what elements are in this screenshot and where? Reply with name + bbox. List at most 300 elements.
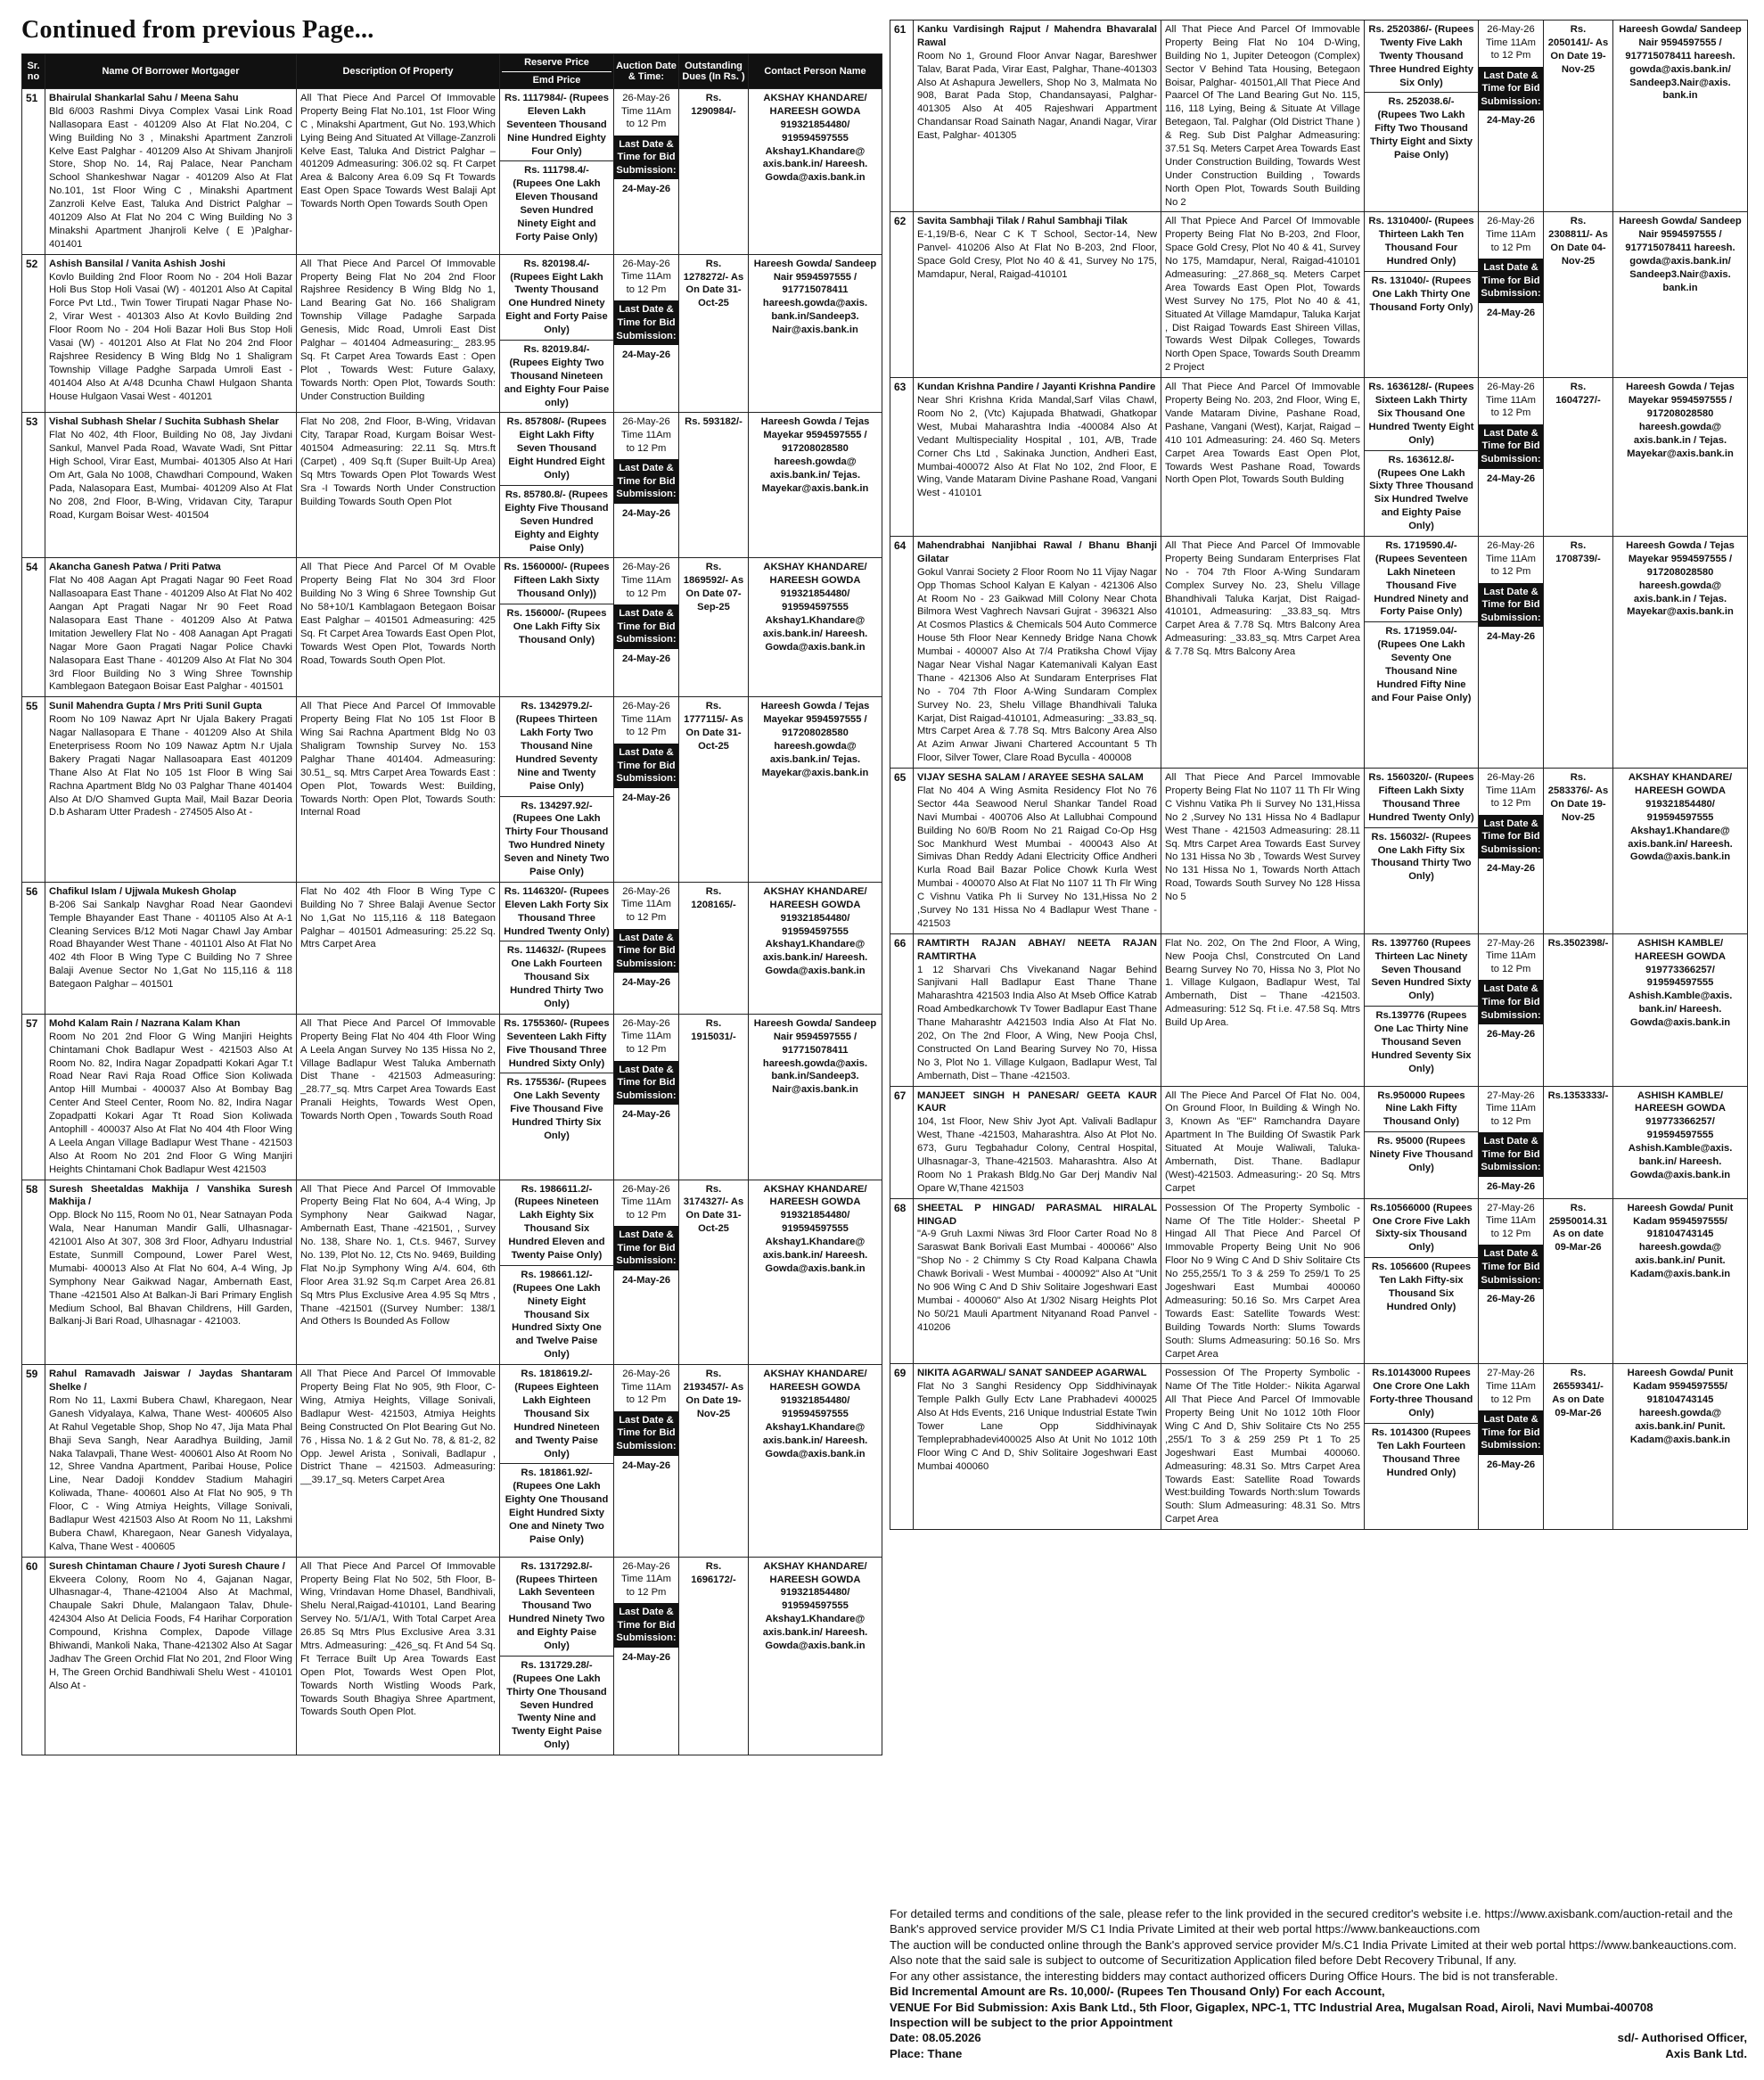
row-description: All That Piece And Parcel Of M Ovable Property Being Flat No 304 3rd Floor Building No 3 Wing 6 Shree Township Gut No 58+10/1 Kamblagaon Betegaon Boisar East Palghar – 401501 Admeasuring: 425 Sq. Ft Carpet Area Towards East Open Plot, Towards West Open Plot, Towards North Road, Towards South Open Plot. (297, 558, 500, 697)
row-prices (500, 697, 614, 883)
table-row (22, 558, 882, 697)
row-prices (1365, 769, 1479, 934)
row-prices (1365, 1364, 1479, 1530)
row-borrower (914, 378, 1161, 537)
row-description: All That Piece And Parcel Of Immovable Property Being Flat No.101, 1st Floor Wing C , Minakshi Apartment, Gut No. 193,Which Lying Being And Situated At Village-Zanzroli Kelve East, Taluka And District Palghar – 401209 Admeasuring: 306.02 sq. Ft Carpet Area & Balcony Area 6.09 Sq Ft Towards East Open Space Towards West Balaji Apt Towards North Open Towards South Open (297, 89, 500, 255)
row-dues: Rs. 2308811/- As On Date 04-Nov-25 (1544, 212, 1613, 378)
borrower-name: Vishal Subhash Shelar / Suchita Subhash Shelar (49, 416, 279, 428)
emd-price: Rs. 163612.8/- (Rupees One Lakh Sixty Three Thousand Six Hundred Twelve and Eighty Paise Only) (1365, 450, 1478, 536)
table-row (22, 89, 882, 255)
row-prices (500, 413, 614, 558)
row-sr: 68 (890, 1198, 914, 1364)
row-dues: Rs. 1290984/- (679, 89, 749, 255)
row-contact: Hareesh Gowda/ Sandeep Nair 9594597555 / 917715078411 hareesh. gowda@axis.bank.in/ Sandeep3.Nair@axis. bank.in (1613, 212, 1748, 378)
borrower-name: SHEETAL P HINGAD/ PARASMAL HIRALAL HINGAD (917, 1202, 1157, 1227)
emd-price: Rs. 1056600 (Rupees Ten Lakh Fifty-six Thousand Six Hundred Only) (1365, 1257, 1478, 1317)
borrower-address: Flat No 404 A Wing Asmita Residency Flot No 76 Sector 44a Seawood Nerul Shankar Tandel Road Navi Mumbai - 400706 Also At Lallubhai Compound Building No 60/B Room No 21 Raigad Co-Op Hsg Soc Mankhurd West Mumbai - 400043 Also At Simivas Dhan Reddy Adani Electricity Office Andheri Kurla Road Bail Bazar Police Chowk Kurla West Mumbai - 400070 Also At Flat No 1107 11 Th Flr Wing C Vishnu Vatika Ph Ii Survey No 131,Hissa No 2 ,Survey No 131 Hissa No 4 Badlapur West Thane - 421503 (917, 785, 1157, 929)
emd-price: Rs. 131729.28/- (Rupees One Lakh Thirty One Thousand Seven Hundred Twenty Nine and Twenty Eight Paise Only) (500, 1656, 613, 1755)
reserve-price: Rs.10143000 Rupees One Crore One Lakh Forty-three Thousand Only) (1369, 1368, 1473, 1419)
footer-bid-increment: Bid Incremental Amount are Rs. 10,000/- (Rupees Ten Thousand Only) For each Account, (890, 1985, 1385, 1999)
footer-place-row (890, 2046, 1747, 2061)
auction-date: 26-May-26 Time 11Am to 12 Pm (1486, 539, 1536, 578)
table-row (22, 1365, 882, 1557)
row-contact: Hareesh Gowda/ Sandeep Nair 9594597555 / 917715078411 hareesh. gowda@axis.bank.in/ Sandeep3.Nair@axis. bank.in (1613, 21, 1748, 212)
borrower-address: "A-9 Gruh Laxmi Niwas 3rd Floor Carter Road No 8 Saraswat Bank Borivali East Mumbai - 400066" Also "Shop No - 2 Chimmy S Cty Road Kalpana Chawla Chawk Borivali - West Mumbai - 400092" Also At "Unit No 906 Wing C And D Shiv Solitaire Jogeshwari East Mumbai - 400060" Also At 1/302 Nisarg Heights Plot No 50/21 Mauli Apartment Nityanand Road Panvel - 410206 (917, 1229, 1157, 1333)
row-auction (614, 89, 679, 255)
row-sr: 62 (890, 212, 914, 378)
row-dues: Rs. 1696172/- (679, 1557, 749, 1755)
row-dues: Rs. 1869592/- As On Date 07-Sep-25 (679, 558, 749, 697)
row-dues: Rs. 3174327/- As On Date 31-Oct-25 (679, 1180, 749, 1365)
reserve-price: Rs. 1986611.2/- (Rupees Nineteen Lakh Eighty Six Thousand Six Hundred Eleven and Twenty Paise Only) (508, 1183, 605, 1262)
row-sr: 60 (22, 1557, 45, 1755)
auction-date: 26-May-26 Time 11Am to 12 Pm (621, 93, 671, 130)
row-borrower (914, 933, 1161, 1086)
borrower-name: Kundan Krishna Pandire / Jayanti Krishna Pandire (917, 382, 1156, 393)
row-dues: Rs. 26559341/- As on Date 09-Mar-26 (1544, 1364, 1613, 1530)
row-prices (500, 1365, 614, 1557)
last-date-label: Last Date & Time for Bid Submission: (614, 136, 678, 180)
row-contact: ASHISH KAMBLE/ HAREESH GOWDA 919773366257/ 919594597555 Ashish.Kamble@axis. bank.in/ Hareesh. Gowda@axis.bank.in (1613, 1086, 1748, 1198)
reserve-price: Rs. 1310400/- (Rupees Thirteen Lakh Ten Thousand Four Hundred Only) (1368, 216, 1474, 267)
table-row (22, 882, 882, 1014)
row-description: All That Piece And Parcel Of Immovable Property Being Flat No 204 2nd Floor Rajshree Residency B Wing Bldg No 1, Land Bearing Gat No. 166 Shaligram Township Village Padaghe Sarpada Genesis, Midc Road, Umroli East Dist Palghar – 401404 Admeasuring:_ 283.95 Sq. Ft Carpet Area Towards East : Open Plot , Towards West: Future Galaxy, Towards North: Open Plot, Towards South: Under Construction Building (297, 254, 500, 413)
reserve-price: Rs. 1342979.2/- (Rupees Thirteen Lakh Forty Two Thousand Nine Hundred Seventy Nine and Twenty Paise Only) (515, 701, 598, 792)
last-date-label: Last Date & Time for Bid Submission: (614, 929, 678, 974)
footer-date: Date: 08.05.2026 (890, 2031, 981, 2045)
row-prices (1365, 212, 1479, 378)
borrower-name: Mahendrabhai Nanjibhai Rawal / Bhanu Bhanji Gilatar (917, 539, 1157, 564)
row-sr: 51 (22, 89, 45, 255)
header-reserve-emd (500, 54, 614, 89)
header-sr: Sr. no (22, 54, 45, 89)
page-title: Continued from previous Page... (21, 16, 374, 44)
row-auction (1479, 1198, 1544, 1364)
row-sr: 52 (22, 254, 45, 413)
header-contact: Contact Person Name (749, 54, 882, 89)
borrower-name: Chafikul Islam / Ujjwala Mukesh Gholap (49, 885, 237, 897)
right-column (890, 20, 1747, 1530)
header-borrower: Name Of Borrower Mortgager (45, 54, 297, 89)
row-description: All That Piece And Parcel Of Immovable Property Being Flat No 905, 9th Floor, C-Wing, Atmiya Heights, Village Sonivali, Badlapur West- 421503, Atmiya Heights Being Constructed On Plot Bearing Gut No. 76 , Hissa No. 1 & 2 Gut No. 78, & 81-2, 82 Opp. Jewel Arista , Sonivali, Badlapur , District Thane – 421503. Admeasuring: __39.17_sq. Meters Carpet Area (297, 1365, 500, 1557)
row-contact: Hareesh Gowda / Tejas Mayekar 9594597555 / 917208028580 hareesh.gowda@ axis.bank.in/ Tejas. Mayekar@axis.bank.in (749, 413, 882, 558)
emd-price: Rs. 156032/- (Rupees One Lakh Fifty Six Thousand Thirty Two Only) (1365, 827, 1478, 887)
row-borrower (45, 1557, 297, 1755)
row-contact: AKSHAY KHANDARE/ HAREESH GOWDA 919321854480/ 919594597555 Akshay1.Khandare@ axis.bank.in/ Hareesh. Gowda@axis.bank.in (749, 1365, 882, 1557)
row-sr: 64 (890, 536, 914, 768)
row-sr: 65 (890, 769, 914, 934)
row-auction (614, 413, 679, 558)
row-contact: AKSHAY KHANDARE/ HAREESH GOWDA 919321854480/ 919594597555 Akshay1.Khandare@ axis.bank.in/ Hareesh. Gowda@axis.bank.in (749, 89, 882, 255)
table-row (22, 413, 882, 558)
row-borrower (914, 212, 1161, 378)
emd-price: Rs. 198661.12/- (Rupees One Lakh Ninety Eight Thousand Six Hundred Sixty One and Twelve Paise Only) (500, 1265, 613, 1364)
reserve-price: Rs. 857808/- (Rupees Eight Lakh Fifty Seven Thousand Eight Hundred Eight Only) (506, 416, 607, 481)
reserve-price: Rs. 1117984/- (Rupees Eleven Lakh Seventeen Thousand Nine Hundred Eighty Four Only) (505, 93, 609, 157)
row-auction (614, 254, 679, 413)
header-reserve: Reserve Price (524, 57, 589, 68)
row-contact: Hareesh Gowda/ Punit Kadam 9594597555/ 918104743145 hareesh.gowda@ axis.bank.in/ Punit. Kadam@axis.bank.in (1613, 1364, 1748, 1530)
footer-date-row (890, 2030, 1747, 2045)
reserve-price: Rs. 1560000/- (Rupees Fifteen Lakh Sixty Thousand Only)) (504, 562, 610, 600)
row-dues: Rs. 2583376/- As On Date 19-Nov-25 (1544, 769, 1613, 934)
last-date: 24-May-26 (1486, 307, 1536, 318)
row-sr: 57 (22, 1014, 45, 1180)
last-date-label: Last Date & Time for Bid Submission: (1479, 67, 1543, 111)
row-description: All That Piece And Parcel Of Immovable Property Being Sundaram Enterprises Flat No - 704 7th Floor A-Wing Sundaram Complex Survey No. 23, Shelu Village Bhandhivali Taluka Karjat, Dist Raigad-410101, Admeasuring: _33.83_sq. Mtrs Carpet Area & 7.78 Sq. Mtrs Balcony Area Admeasuring: _33.83_sq. Mtrs Carpet Area & 7.78 Sq. Mtrs Balcony Area (1161, 536, 1365, 768)
auction-date: 27-May-26 Time 11Am to 12 Pm (1486, 1202, 1536, 1239)
reserve-price: Rs. 1560320/- (Rupees Fifteen Lakh Sixty Thousand Three Hundred Twenty Only) (1368, 772, 1474, 823)
last-date: 26-May-26 (1486, 1029, 1536, 1040)
borrower-address: Room No 1, Ground Floor Anvar Nagar, Bareshwer Talav, Barat Pada, Virar East, Palghar, Thane-401303 Also At Ashapura Jewellers, Shop No 3, Malmata No 908, Barat Pada Stop, Chandansayasi, Palghar-401305 Also At 405 Rajeshwari Appartment Chandansar Road Sainath Nagar, Anandi Nagar, Virar East, Palghar- 401305 (917, 50, 1157, 142)
footer-terms: For detailed terms and conditions of the sale, please refer to the link provided in the secured creditor's website i.e. https://www.axisbank.com/auction-retail and the Bank's approved service provider M/S C1 India Private Limited at their web portal https://www.bankeauctions.com (890, 1907, 1733, 1936)
last-date-label: Last Date & Time for Bid Submission: (1479, 1410, 1543, 1455)
borrower-name: RAMTIRTH RAJAN ABHAY/ NEETA RAJAN RAMTIRTHA (917, 937, 1157, 962)
emd-price: Rs. 82019.84/- (Rupees Eighty Two Thousand Nineteen and Eighty Four Paise only) (500, 340, 613, 412)
borrower-address: Gokul Vanrai Society 2 Floor Room No 11 Vijay Nagar Opp Thomas School Kalyan E Kalyan - 421306 Also At Room No - 23 Gaikwad Mill Colony Near Chota Bilmora West Vaghrech Navsari Gujrat - 396321 Also At Cosmos Plastics & Chemicals 504 Auto Commerce House 5th Floor Near Kennedy Bridge Nana Chowk Mumbai - 400007 Also At 7/4 Pratiksha Chowl Vijay Nagar Near Vishal Nagar Katemanivali Kalyan East Thane - 421306 Also At Sundaram Enterprises Flat No - 704 7th Floor A-Wing Sundaram Complex Survey No. 23, Shelu Village Bhandhivali Taluka Karjat, Dist Raigad-410101, Admeasuring: _33.83_sq. Mtrs Carpet Area & 7.78 Sq. Mtrs Balcony Area Also At Azim Anwar Jiwani Chartered Accountant 5 Th Floor, Silver Tower, Clare Road Byculla - 400008 (917, 566, 1157, 764)
row-auction (614, 1365, 679, 1557)
row-auction (614, 882, 679, 1014)
last-date: 24-May-26 (621, 1274, 671, 1286)
borrower-address: Kovlo Building 2nd Floor Room No - 204 Holi Bazar Holi Bus Stop Holi Vasai (W) - 401201 Also At Capital Force Pvt Ltd., Twin Tower Tirupati Nagar Phase No- 2, Virar West - 401303 Also At Kovlo Building 2nd Floor Room No - 204 Holi Bazar Holi Bus Stop Holi Vasai (W) - 401201 Also At Flat No 204 2nd Floor Rajshree Residency B Wing Bldg No 1 Shaligram Township Village Padghe Sarpada Umroli East - 401404 Also At A/48 Dcunha Chawl Hulgaon Shanta House Hulgaon Vasai West - 401201 (49, 271, 292, 402)
table-row (22, 1557, 882, 1755)
row-borrower (45, 882, 297, 1014)
borrower-name: VIJAY SESHA SALAM / ARAYEE SESHA SALAM (917, 772, 1144, 784)
row-contact: Hareesh Gowda/ Punit Kadam 9594597555/ 918104743145 hareesh.gowda@ axis.bank.in/ Punit. Kadam@axis.bank.in (1613, 1198, 1748, 1364)
row-contact: Hareesh Gowda / Tejas Mayekar 9594597555 / 917208028580 hareesh.gowda@ axis.bank.in / Tejas. Mayekar@axis.bank.in (1613, 536, 1748, 768)
borrower-name: Rahul Ramavadh Jaiswar / Jaydas Shantaram Shelke / (49, 1369, 292, 1394)
row-prices (500, 1014, 614, 1180)
row-borrower (45, 1180, 297, 1365)
row-dues: Rs. 1777115/- As On Date 31-Oct-25 (679, 697, 749, 883)
row-dues: Rs. 2193457/- As On Date 19-Nov-25 (679, 1365, 749, 1557)
auction-date: 26-May-26 Time 11Am to 12 Pm (621, 258, 671, 295)
row-description: All That Piece And Parcel Of Immovable Property Being Flat No 105 1st Floor B Wing Sai Rachna Apartment Bldg No 03 Shaligram Township Survey No. 153 Palghar Thane 401404. Admeasuring: 30.51_ sq. Mtrs Carpet Area Towards East : Open Plot, Towards West: Building, Towards North: Open Plot, Towards South: Internal Road (297, 697, 500, 883)
row-auction (1479, 536, 1544, 768)
row-prices (500, 882, 614, 1014)
last-date-label: Last Date & Time for Bid Submission: (1479, 259, 1543, 303)
last-date-label: Last Date & Time for Bid Submission: (1479, 980, 1543, 1024)
auction-date: 26-May-26 Time 11Am to 12 Pm (1486, 382, 1536, 419)
emd-price: Rs. 114632/- (Rupees One Lakh Fourteen Thousand Six Hundred Thirty Two Only) (500, 941, 613, 1013)
row-prices (1365, 1198, 1479, 1364)
table-row (890, 769, 1748, 934)
row-sr: 56 (22, 882, 45, 1014)
row-dues: Rs. 25950014.31 As on date 09-Mar-26 (1544, 1198, 1613, 1364)
row-dues: Rs.3502398/- (1544, 933, 1613, 1086)
row-sr: 54 (22, 558, 45, 697)
row-contact: AKSHAY KHANDARE/ HAREESH GOWDA 919321854480/ 919594597555 Akshay1.Khandare@ axis.bank.in/ Hareesh. Gowda@axis.bank.in (749, 1557, 882, 1755)
last-date: 24-May-26 (621, 792, 671, 803)
row-contact: AKSHAY KHANDARE/ HAREESH GOWDA 919321854480/ 919594597555 Akshay1.Khandare@ axis.bank.in/ Hareesh. Gowda@axis.bank.in (749, 882, 882, 1014)
reserve-price: Rs. 1719590.4/- (Rupees Seventeen Lakh Nineteen Thousand Five Hundred Ninety and Forty Paise Only) (1374, 539, 1469, 618)
emd-price: Rs. 181861.92/- (Rupees One Lakh Eighty One Thousand Eight Hundred Sixty One and Ninety Two Paise Only) (500, 1463, 613, 1549)
footer-sign1: sd/- Authorised Officer, (1617, 2031, 1747, 2045)
table-row (22, 1180, 882, 1365)
borrower-name: Savita Sambhaji Tilak / Rahul Sambhaji Tilak (917, 216, 1128, 227)
row-contact: Hareesh Gowda / Tejas Mayekar 9594597555 / 917208028580 hareesh.gowda@ axis.bank.in/ Tejas. Mayekar@axis.bank.in (749, 697, 882, 883)
row-auction (614, 558, 679, 697)
borrower-name: Ashish Bansilal / Vanita Ashish Joshi (49, 258, 226, 269)
last-date-label: Last Date & Time for Bid Submission: (614, 459, 678, 504)
auction-date: 26-May-26 Time 11Am to 12 Pm (621, 1183, 671, 1221)
row-dues: Rs. 1208165/- (679, 882, 749, 1014)
borrower-address: Room No 109 Nawaz Aprt Nr Ujala Bakery Pragati Nagar Nallasopara E Thane - 401209 Also At Shila Eneterprisess Room No 109 Nawaz Aptm N.r Ujala Bakery Pragati Nagar Nallasoapara East 401209 Thane Also At Flat No 105 1st Floor B Wing Sai Rachna Apartment Bldg No 03 Palghar Thane 401404 Also At D/O Shamved Gupta Mail, Mail Bazar Deoria D.b Asharam Utter Pradesh - 274505 Also At - (49, 714, 292, 818)
table-row (22, 1014, 882, 1180)
auction-date: 26-May-26 Time 11Am to 12 Pm (621, 1017, 671, 1056)
borrower-name: MANJEET SINGH H PANESAR/ GEETA KAUR KAUR (917, 1089, 1157, 1114)
emd-price: Rs. 171959.04/- (Rupees One Lakh Seventy One Thousand Nine Hundred Fifty Nine and Four Paise Only) (1365, 621, 1478, 707)
last-date-label: Last Date & Time for Bid Submission: (614, 1061, 678, 1106)
last-date: 24-May-26 (1486, 473, 1536, 484)
row-dues: Rs. 1278272/- As On Date 31-Oct-25 (679, 254, 749, 413)
last-date: 24-May-26 (621, 1652, 671, 1663)
table-row (890, 378, 1748, 537)
row-borrower (45, 254, 297, 413)
row-contact: Hareesh Gowda/ Sandeep Nair 9594597555 / 917715078411 hareesh.gowda@axis. bank.in/Sandeep3. Nair@axis.bank.in (749, 254, 882, 413)
row-auction (1479, 933, 1544, 1086)
row-description: All That Piece And Parcel Of Immovable Property Being Flat No 604, A-4 Wing, Jp Symphony Near Gaikwad Nagar, Ambernath East, Thane -421501, , Survey No. 138, Share No. 1, Ct.s. 9467, Survey No. 139, Plot No. 12, Cts No. 9469, Building Flat No.jp Symphony Wing A/4. 604, 6th Floor Area 31.92 Sq.m Carpet Area 26.81 Sq Mtrs Plus Exclusive Area 4.95 Sq Mtrs , Thane -421501 ((Survey Number: 138/1 And Others Is Bounded As Follow (297, 1180, 500, 1365)
header-description: Description Of Property (297, 54, 500, 89)
row-description: Possession Of The Property Symbolic - Name Of The Title Holder:- Nikita Agarwal All That Piece And Parcel Of Immovable Property Being Unit No 1012 10th Floor Wing C And D, Shiv Solitaire Cts No 255 ,255/1 To 3 & 259 259 Pt 1 To 25 Jogeshwari East Mumbai 400060. Admeasuring: 48.31 So. Mtrs Carpet Area Towards East: Satellite Road Towards West:building Towards North:slum Towards South: Slum Admeasuring: 48.31 So. Mtrs Carpet Area (1161, 1364, 1365, 1530)
last-date-label: Last Date & Time for Bid Submission: (1479, 815, 1543, 859)
row-prices (500, 254, 614, 413)
row-auction (1479, 21, 1544, 212)
borrower-address: Flat No 408 Aagan Apt Pragati Nagar 90 Feet Road Nallasoapara East Thane - 401209 Also At Flat No 402 Aangan Apt Pragati Nagar Nr 90 Feet Road Nalasopara East Thane - 401209 Also At Patwa Imitation Jewellery Flat No - 408 Aanagan Apt Pragati Nagar More Gaon Pragati Nagar Police Chavki Nalasopara East Thane - 401209 Also At Flat No 304 3rd Floor Building No 3 Wing Shree Township Kamblegaon Bategaon Boisar East Palghar - 401501 (49, 575, 292, 693)
row-dues: Rs. 2050141/- As On Date 19-Nov-25 (1544, 21, 1613, 212)
reserve-price: Rs. 820198.4/- (Rupees Eight Lakh Twenty Thousand One Hundred Ninety Eight and Forty Paise Only) (505, 258, 608, 336)
last-date-label: Last Date & Time for Bid Submission: (614, 300, 678, 345)
row-prices (500, 1557, 614, 1755)
footer-inspection: Inspection will be subject to the prior Appointment (890, 2015, 1173, 2029)
last-date: 24-May-26 (621, 977, 671, 989)
row-contact: AKSHAY KHANDARE/ HAREESH GOWDA 919321854480/ 919594597555 Akshay1.Khandare@ axis.bank.in/ Hareesh. Gowda@axis.bank.in (749, 1180, 882, 1365)
header-auction: Auction Date & Time: (614, 54, 679, 89)
borrower-name: NIKITA AGARWAL/ SANAT SANDEEP AGARWAL (917, 1368, 1147, 1379)
row-sr: 58 (22, 1180, 45, 1365)
row-prices (500, 1180, 614, 1365)
last-date-label: Last Date & Time for Bid Submission: (1479, 1132, 1543, 1177)
row-contact: ASHISH KAMBLE/ HAREESH GOWDA 919773366257/ 919594597555 Ashish.Kamble@axis. bank.in/ Hareesh. Gowda@axis.bank.in (1613, 933, 1748, 1086)
last-date-label: Last Date & Time for Bid Submission: (614, 1603, 678, 1648)
row-borrower (914, 1198, 1161, 1364)
row-dues: Rs.1353333/- (1544, 1086, 1613, 1198)
row-auction (1479, 212, 1544, 378)
last-date: 24-May-26 (621, 184, 671, 195)
row-sr: 61 (890, 21, 914, 212)
borrower-address: Flat No 3 Sanghi Residency Opp Siddhivinayak Temple Palkh Gully Ectv Lane Prabhadevi 400025 Also At Hds Events, 216 Unique Industrial Estate Twin Tower Lane Opp Siddhivinayak Templeprabhadevi400025 Also At Unit No 1012 10th Floor Wing C And D, Shiv Solitaire Jogeshwari East Mumbai 400060 (917, 1381, 1157, 1472)
row-borrower (45, 413, 297, 558)
row-auction (614, 1014, 679, 1180)
table-row (22, 697, 882, 883)
row-sr: 59 (22, 1365, 45, 1557)
table-header (22, 54, 882, 89)
row-prices (1365, 536, 1479, 768)
last-date-label: Last Date & Time for Bid Submission: (614, 604, 678, 649)
borrower-address: 104, 1st Floor, New Shiv Jyot Apt. Valivali Badlapur West, Thane -421503, Maharashtra. Also At Plot No. 673, Guru Tegbahadur Colony, Central Hospital, Ulhasnagar-3, Thane-421503. Maharashtra. Also At Room No 1 Prakash Bldg.No Gar Derj Mandiv Nal Opare W,Thane 421503 (917, 1116, 1157, 1194)
reserve-price: Rs. 1146320/- (Rupees Eleven Lakh Forty Six Thousand Three Hundred Twenty Only) (504, 885, 610, 937)
last-date: 24-May-26 (1486, 863, 1536, 875)
table-row (890, 933, 1748, 1086)
auction-date: 26-May-26 Time 11Am to 12 Pm (621, 416, 671, 454)
reserve-price: Rs. 1818619.2/- (Rupees Eighteen Lakh Eighteen Thousand Six Hundred Nineteen and Twenty Paise Only) (513, 1369, 600, 1459)
row-description: Flat No 402 4th Floor B Wing Type C Building No 7 Shree Balaji Avenue Sector No 1,Gat No 115,116 & 118 Bategaon Palghar – 401501 Admeasuring: 25.22 Sq. Mtrs Carpet Area (297, 882, 500, 1014)
last-date: 26-May-26 (1486, 1180, 1536, 1192)
emd-price: Rs. 131040/- (Rupees One Lakh Thirty One Thousand Forty Only) (1365, 271, 1478, 317)
emd-price: Rs. 156000/- (Rupees One Lakh Fifty Six Thousand Only) (500, 604, 613, 650)
row-borrower (45, 697, 297, 883)
row-sr: 55 (22, 697, 45, 883)
row-contact: Hareesh Gowda/ Sandeep Nair 9594597555 / 917715078411 hareesh.gowda@axis. bank.in/Sandeep3. Nair@axis.bank.in (749, 1014, 882, 1180)
row-borrower (45, 558, 297, 697)
row-borrower (45, 89, 297, 255)
borrower-name: Suresh Sheetaldas Makhija / Vanshika Suresh Makhija / (49, 1183, 292, 1208)
row-description: All That Ppiece And Parcel Of Immovable Property Being Flat No B-203, 2nd Floor, Space Gold Cresy, Plot No 40 & 41, Survey No 175, Mamdapur, Neral, Raigad-410101 Admeasuring: _27.868_sq. Meters Carpet Area Towards East Open Plot, Towards West Survey No 175, Plot No 40 & 41, Situated At Village Mamdapur, Taluka Karjat , Dist Raigad Towards East Shireen Villas, Towards West Dilpak Colleges, Towards North Open Space, Towards South Dreamm 2 Project (1161, 212, 1365, 378)
last-date: 26-May-26 (1486, 1459, 1536, 1470)
table-row (890, 536, 1748, 768)
last-date: 24-May-26 (621, 653, 671, 664)
table-row (890, 21, 1748, 212)
reserve-price: Rs.10566000 (Rupees One Crore Five Lakh Sixty-six Thousand Only) (1370, 1202, 1473, 1254)
borrower-address: Bld 6/003 Rashmi Divya Complex Vasai Link Road Nallasopara East - 401209 Also At Flat No.204, C Wing Building No 3 , Minakshi Apartment Zanzroli Kelve East Palghar - 401209 Also At Shivam Jhanjroli Store, Shop No. 14, Raj Palace, Near Pancham School Shankeshwar Nagar - 401209 Also At Flat No.101, 1st Floor Wing C , Minakshi Apartment Zanzroli Kelve East, Taluka And District Palghar – 401209 Also At Flat No 204 C Wing Building No 3 Minakshi Apartment Jhanjroli Kelve ( E )Palghar-401401 (49, 105, 292, 250)
row-contact: Hareesh Gowda / Tejas Mayekar 9594597555 / 917208028580 hareesh.gowda@ axis.bank.in / Tejas. Mayekar@axis.bank.in (1613, 378, 1748, 537)
last-date-label: Last Date & Time for Bid Submission: (1479, 424, 1543, 469)
last-date: 26-May-26 (1486, 1294, 1536, 1305)
row-dues: Rs. 1604727/- (1544, 378, 1613, 537)
borrower-address: Rom No 11, Laxmi Bubera Chawl, Kharegaon, Near Ganesh Vidyalaya, Kalwa, Thane West- 400605 Also At Rahul Vegetable Shop, Shop No 47, Jija Mata Phal Bhaji Seva Sangh, Near Aaradhya Building, Jamil Naka Talavpali, Thane West- 400601 Also At Room No 12, Shree Vandna Apartment, Paribai House, Police Line, Near Dadoji Konddev Stadium Mahagiri Koliwada, Thane- 400601 Also At Flat No 905, 9 Th Floor, C - Wing Atmiya Heights, Village Sonivali, Badlapur West 421503 Also At Room No 11, Lakshmi Bubera Chawl, Kharegaon, Near Ganesh Vidyalaya, Kalva, Thane West - 400605 (49, 1394, 292, 1552)
borrower-address: 1 12 Sharvari Chs Vivekanand Nagar Behind Sanjivani Hall Badlapur East Thane Thane Maharashtra 421503 India Also At Mseb Office Katrab Road Ambedkarchowk Tv Tower Badlapur East Thane Thane Maharashtr A421503 India Also At Flat No. 202, On The 2nd Floor, A Wing, New Pooja Chsl, Constructed On Land Bearing Survey No 70, Hissa No 3, Plot No 1. Village Kulgaon, Badlapur West, Tal Ambernath, Dist – Thane -421503. (917, 964, 1157, 1081)
row-prices (1365, 1086, 1479, 1198)
row-auction (1479, 378, 1544, 537)
auction-date: 26-May-26 Time 11Am to 12 Pm (621, 562, 671, 599)
footer-sign2: Axis Bank Ltd. (1665, 2046, 1747, 2060)
auction-date: 26-May-26 Time 11Am to 12 Pm (1486, 216, 1536, 253)
last-date-label: Last Date & Time for Bid Submission: (614, 744, 678, 788)
borrower-address: Flat No 402, 4th Floor, Building No 08, Jay Jivdani Sankul, Manvel Pada Road, Wavate Wadi, Snt Pittar High School, Virar East, Mumbai- 401305 Also At Hari Om Art, Gala No 1008, Chawdhari Compound, Waken Pada, Nalasopara East, Mumbai- 401209 Also At Flat No 208, 2nd Floor, B-Wing, Vridavan City, Tarapur Road, Kurgam Boisar West- 401504 (49, 430, 292, 521)
emd-price: Rs.139776 (Rupees One Lac Thirty Nine Thousand Seven Hundred Seventy Six Only) (1365, 1006, 1478, 1078)
row-description: Flat No. 202, On The 2nd Floor, A Wing, New Pooja Chsl, Constrcuted On Land Bearng Survey No 70, Hissa No 3, Plot No 1. Village Kulgaon, Badlapur West, Tal Ambernath, Dist – Thane -421503. Admeasuring: 512 Sq. Ft i.e. 47.58 Sq. Mtrs Build Up Area. (1161, 933, 1365, 1086)
table-row (890, 1086, 1748, 1198)
table-row (22, 254, 882, 413)
row-prices (500, 89, 614, 255)
last-date: 24-May-26 (621, 507, 671, 519)
row-description: All That Piece And Parcel Immovable Property Being Flat No 1107 11 Th Flr Wing C Vishnu Vatika Ph Ii Survey No 131,Hissa No 2 ,Survey No 131 Hissa No 4 Badlapur West Thane - 421503 Admeasuring: 28.11 Sq. Mtrs Carpet Area Towards East Survey No 131 Hissa No 3b , Towards West Survey No 131 Hissa No 1, Towards North Attach Road, Towards South Survey No 128 Hissa No 5 (1161, 769, 1365, 934)
borrower-name: Sunil Mahendra Gupta / Mrs Priti Sunil Gupta (49, 701, 262, 712)
auction-date: 26-May-26 Time 11Am to 12 Pm (1486, 24, 1536, 62)
borrower-address: Near Shri Krishna Krida Mandal,Sarf Vilas Chawl, Room No 2, (Vtc) Kajupada Bhatwadi, Ghatkopar West, Mubai Maharashtra India -400084 Also At Vedant Multispeciality Hospital , 101, A/B, Trade Corner Chs Ltd , Sakinaka Junction, Andheri East, Mumbai-400072 Also At Flat No 102, 2nd Floor, E Wing, Vande Mataram Divine Pashane Road, Vangani West - 410101 (917, 395, 1157, 499)
footer-place: Place: Thane (890, 2046, 963, 2060)
row-prices (500, 558, 614, 697)
row-auction (614, 1557, 679, 1755)
row-borrower (914, 21, 1161, 212)
table-row (890, 212, 1748, 378)
row-description: Flat No 208, 2nd Floor, B-Wing, Vridavan City, Tarapar Road, Kurgam Boisar West- 401504 Admeasuring: 22.11 Sq. Mtrs.ft (Carpet) , 409 Sq.ft (Super Built-Up Area) Sq Mtrs Towards Open Plot Towards West Sra -I Towards North Under Construction Building Towards South Open Plot (297, 413, 500, 558)
left-column (21, 53, 882, 1755)
row-description: All That Piece And Parcel Of Immovable Property Being Flat No 502, 5th Floor, B-Wing, Vrindavan Home Dhasel, Bandhivali, Shelu Neral,Raigad-410101, Land Bearing Servey No. 5/1/A/1, With Total Carpet Area 26.85 Sq Mtrs Plus Exclusive Area 3.31 Mtrs. Admeasuring: _426_sq. Ft And 54 Sq. Ft Terrace Built Up Area Towards East Open Plot, Towards West Open Plot, Towards North Wistling Woods Park, Towards South Bhagiya Shree Apartment, Towards South Open Plot. (297, 1557, 500, 1755)
auction-date: 27-May-26 Time 11Am to 12 Pm (1486, 1089, 1536, 1127)
footer-notes (890, 1906, 1747, 2061)
auction-table-right (890, 20, 1748, 1530)
last-date: 24-May-26 (621, 349, 671, 361)
row-sr: 53 (22, 413, 45, 558)
emd-price: Rs. 95000 (Rupees Ninety Five Thousand Only) (1365, 1131, 1478, 1178)
reserve-price: Rs.950000 Rupees Nine Lakh Fifty Thousand Only) (1377, 1089, 1465, 1128)
auction-date: 26-May-26 Time 11Am to 12 Pm (621, 701, 671, 738)
row-auction (1479, 769, 1544, 934)
borrower-address: Ekveera Colony, Room No 4, Gajanan Nagar, Ulhasnagar-4, Thane-421004 Also At Machmal, Chaupale Sakri Dhule, Malangaon Talav, Dhule-424304 Also At Delicia Foods, F4 Harihar Corporation Compound, Krishna Complex, Dapode Village Bhiwandi, Mankoli Naka, Thane-421302 Also At Sagar Jadhav The Green Orchid Flat No 201, 2nd Floor Wing H, The Green Orchid Bandhiwali Shelu West - 410101 Also At - (49, 1574, 292, 1691)
row-auction (1479, 1364, 1544, 1530)
last-date: 24-May-26 (1486, 115, 1536, 127)
footer-assistance: For any other assistance, the interesting bidders may contact authorized officers During Office Hours. The bid is not transferable. (890, 1969, 1558, 1983)
borrower-name: Akancha Ganesh Patwa / Priti Patwa (49, 562, 221, 573)
footer-venue: VENUE For Bid Submission: Axis Bank Ltd., 5th Floor, Gigaplex, NPC-1, TTC Industrial Area, Mugalsan Road, Airoli, Navi Mumbai-400708 (890, 2000, 1653, 2014)
borrower-address: Room No 201 2nd Floor G Wing Manjiri Heights Chintamani Chok Badlapur West - 421503 Also At Room No. 82, Indira Nagar Zopadpatti Kokari Agar T.t Road Near Ravi Raja Road Office Sion Koliwada Antop Hill Mumbai - 400037 Also At Bombay Bag Center And Steel Center, Room No. 82, Indira Nagar Zopadpatti Kokari Agar Tt Road Sion Koliwada Antophill - 400037 Also At Flat No 404 4th Floor Wing A Leela Angan Village Badlapur West Thane - 421503 Also At Room No 201 2nd Floor G Wing Manjiri Heights Chintamani Chok Badlapur West 421503 (49, 1031, 292, 1175)
row-borrower (914, 1364, 1161, 1530)
borrower-name: Kanku Vardisingh Rajput / Mahendra Bhavaralal Rawal (917, 24, 1157, 48)
emd-price: Rs. 1014300 (Rupees Ten Lakh Fourteen Thousand Three Hundred Only) (1365, 1423, 1478, 1483)
row-borrower (914, 769, 1161, 934)
table-row (890, 1198, 1748, 1364)
row-sr: 63 (890, 378, 914, 537)
auction-date: 26-May-26 Time 11Am to 12 Pm (621, 1560, 671, 1598)
borrower-name: Mohd Kalam Rain / Nazrana Kalam Khan (49, 1017, 241, 1029)
borrower-address: E-1,19/B-6, Near C K T School, Sector-14, New Panvel- 410206 Also At Flat No B-203, 2nd Floor, Space Gold Cresy, Plot No 40 & 41, Survey No 175, Mamdapur, Neral, Raigad-410101 (917, 229, 1157, 281)
last-date: 24-May-26 (1486, 631, 1536, 643)
row-auction (614, 1180, 679, 1365)
row-description: All That Piece And Parcel Of Immovable Property Being No. 203, 2nd Floor, Wing E, Vande Mataram Divine, Pashane Road, Pashane, Vangani (West), Karjat, Raigad – 410 101 Admeasuring: 24. 460 Sq. Meters Carpet Area Towards East Open Plot, Towards West Pashane Road, Towards North Open Plot, Towards South Bulding (1161, 378, 1365, 537)
last-date-label: Last Date & Time for Bid Submission: (614, 1226, 678, 1270)
last-date-label: Last Date & Time for Bid Submission: (1479, 583, 1543, 628)
last-date: 24-May-26 (621, 1459, 671, 1471)
reserve-price: Rs. 1755360/- (Rupees Seventeen Lakh Fifty Five Thousand Three Hundred Sixty Only) (504, 1017, 610, 1069)
auction-date: 27-May-26 Time 11Am to 12 Pm (1486, 937, 1536, 974)
header-dues: Outstanding Dues (In Rs. ) (679, 54, 749, 89)
borrower-address: B-206 Sai Sankalp Navghar Road Near Gaondevi Temple Bhayander East Thane - 401105 Also At A-1 Cleaning Services B/12 Moti Nagar Chawl Jay Ambar Road Bhayander West Thane - 401101 Also At Flat No 402 4th Floor B Wing Type C Building No 7 Shree Balaji Avenue Sector No 1,Gat No 115,116 & 118 Bategaon Palghar – 401501 (49, 899, 292, 991)
emd-price: Rs. 175536/- (Rupees One Lakh Seventy Five Thousand Five Hundred Thirty Six Only) (500, 1073, 613, 1145)
row-contact: AKSHAY KHANDARE/ HAREESH GOWDA 919321854480/ 919594597555 Akshay1.Khandare@ axis.bank.in/ Hareesh. Gowda@axis.bank.in (1613, 769, 1748, 934)
row-prices (1365, 21, 1479, 212)
auction-date: 26-May-26 Time 11Am to 12 Pm (621, 1369, 671, 1406)
footer-auction-note: The auction will be conducted online through the Bank's approved service provider M/s.C1 India Private Limited at their web portal https://www.bankeauctions.com. Also note that the said sale is subject to outcome of Securitization Application filed before Debt Recovery Tribunal, If any. (890, 1937, 1737, 1968)
row-prices (1365, 378, 1479, 537)
reserve-price: Rs. 1317292.8/- (Rupees Thirteen Lakh Seventeen Thousand Two Hundred Ninety Two and Eighty Paise Only) (508, 1560, 605, 1651)
row-borrower (914, 1086, 1161, 1198)
row-description: Possession Of The Property Symbolic - Name Of The Title Holder:- Sheetal P Hingad All That Piece And Parcel Of Immovable Property Being Unit No 906 Floor No 9 Wing C And D Shiv Solitaire Cts No 255,255/1 To 3 & 259 To 259/1 To 25 Jogeshwari East Mumbai 400060 Admeasuring: 50.16 So. Mrs Carpet Area Towards East: Satellite Towards West: Building Towards North: Slums Towards South: Slums Admeasuring: 50.16 So. Mrs Carpet Area (1161, 1198, 1365, 1364)
last-date-label: Last Date & Time for Bid Submission: (1479, 1245, 1543, 1289)
row-sr: 69 (890, 1364, 914, 1530)
last-date: 24-May-26 (621, 1109, 671, 1121)
emd-price: Rs. 252038.6/- (Rupees Two Lakh Fifty Two Thousand Thirty Eight and Sixty Paise Only) (1365, 92, 1478, 164)
emd-price: Rs. 111798.4/- (Rupees One Lakh Eleven Thousand Seven Hundred Ninety Eight and Forty Paise Only) (500, 160, 613, 246)
reserve-price: Rs. 1636128/- (Rupees Sixteen Lakh Thirty Six Thousand One Hundred Twenty Eight Only) (1368, 382, 1474, 446)
borrower-address: Opp. Block No 115, Room No 01, Near Satnayan Poda Wala, Near Hanuman Mandir Galli, Ulhasnagar- 421001 Also At 307, 308 3rd Floor, Adhyaru Industrial Estate, Sunmill Compound, Lower Parel West, Mumabi- 400013 Also At Flat No 604, A-4 Wing, Jp Symphony Near Gaikwad Nagar, Ambernath East, Thane -421501 Also At Balkan-Ji Bari Primary English Medium School, Bal Bhavan Childrens, Hill Garden, Balkanj-Ji Bari Road, Ulhasnagar - 421003. (49, 1210, 292, 1328)
reserve-price: Rs. 1397760 (Rupees Thirteen Lac Ninety Seven Thousand Seven Hundred Sixty Only) (1371, 937, 1472, 1002)
row-dues: Rs. 1708739/- (1544, 536, 1613, 768)
row-borrower (45, 1014, 297, 1180)
header-emd: Emd Price (502, 71, 611, 86)
row-sr: 67 (890, 1086, 914, 1198)
row-borrower (914, 536, 1161, 768)
row-sr: 66 (890, 933, 914, 1086)
row-description: All The Piece And Parcel Of Flat No. 004, On Ground Floor, In Building & Wingh No. 3, Known As "EF" Ramchandra Dayare Apartment In The Building Of Swastik Park Situated At Mouje Waliwali, Taluka-Ambernath, Dist. Thane. Badlapur (West)-421503. Admeasuring:- 20 Sq. Mtrs Carpet (1161, 1086, 1365, 1198)
row-description: All That Piece And Parcel Of Immovable Property Being Flat No 104 D-Wing, Building No 1, Jupiter Deteogon (Complex) Sector V Behind Tata Housing, Betegaon Boisar, Palghar- 401501,All That Piece And Paarcel Of The Land Bearing Gut No. 115, 116, 118 Lying, Being & Situate At Village Betegaon, Tal. Palghar (Old District Thane ) & Reg. Sub Dist Palghar Admeasuring: 37.51 Sq. Meters Carpet Area Towards East Under Construction Building, Towards West Under Construction Building , Towards North Open Plot, Towards South Building No 2 (1161, 21, 1365, 212)
row-auction (614, 697, 679, 883)
auction-date: 26-May-26 Time 11Am to 12 Pm (1486, 772, 1536, 810)
row-dues: Rs. 593182/- (679, 413, 749, 558)
auction-date: 26-May-26 Time 11Am to 12 Pm (621, 885, 671, 923)
row-contact: AKSHAY KHANDARE/ HAREESH GOWDA 919321854480/ 919594597555 Akshay1.Khandare@ axis.bank.in/ Hareesh. Gowda@axis.bank.in (749, 558, 882, 697)
row-description: All That Piece And Parcel Of Immovable Property Being Flat No 404 4th Floor Wing A Leela Angan Survey No 135 Hissa No 2, Village Badlapur West Taluka Ambernath Dist Thane - 421503 Admeasuring: _28.77_sq. Mtrs Carpet Area Towards East Pranali Heights, Towards West Open, Towards North Open , Towards South Road (297, 1014, 500, 1180)
